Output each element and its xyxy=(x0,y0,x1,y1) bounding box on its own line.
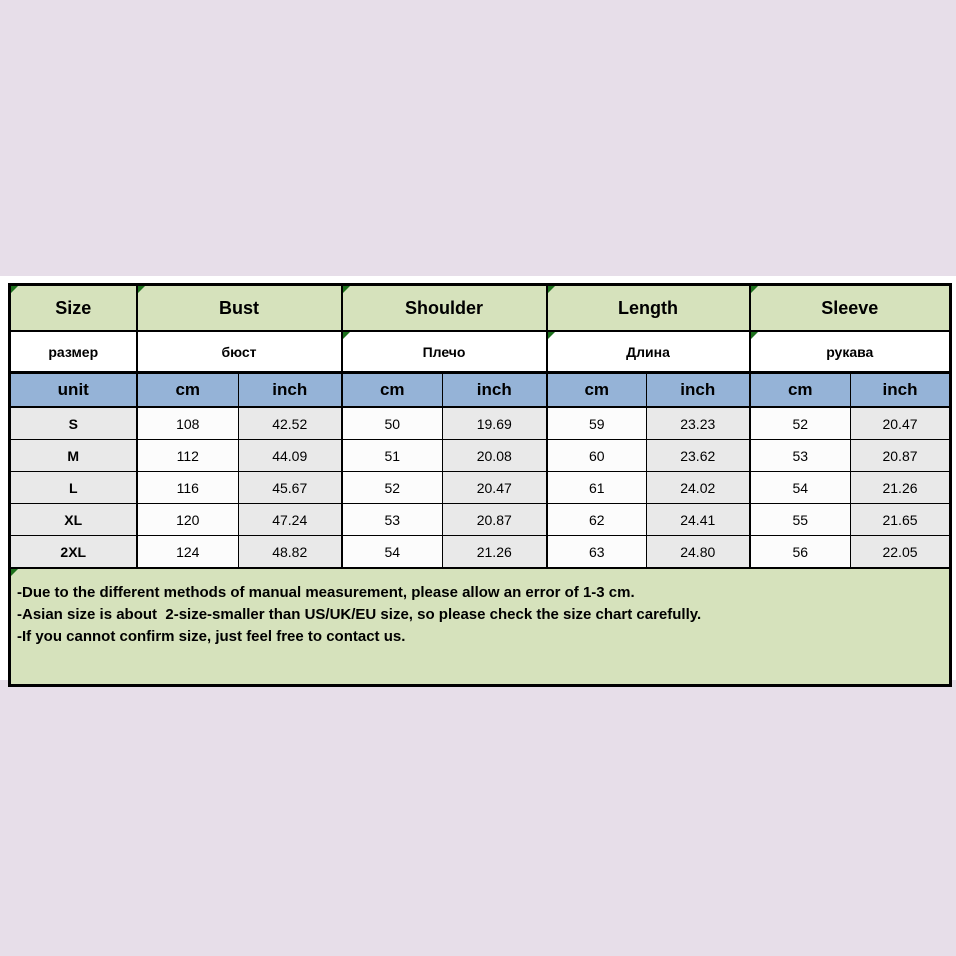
length-cm-value: 61 xyxy=(547,472,647,504)
table-row-size-s xyxy=(10,407,951,440)
length-inch-value: 23.62 xyxy=(647,440,750,472)
header-shoulder-ru-label: Плечо xyxy=(422,343,466,360)
length-cm-value: 63 xyxy=(547,536,647,569)
header-bust xyxy=(137,285,342,332)
size-label: 2XL xyxy=(10,536,137,569)
sleeve-cm-value: 56 xyxy=(750,536,851,569)
unit-shoulder-inch: inch xyxy=(443,373,547,408)
header-row-russian xyxy=(10,331,951,373)
comment-triangle-icon xyxy=(11,286,18,293)
unit-bust-cm: cm xyxy=(137,373,239,408)
header-row-english xyxy=(10,285,951,332)
header-shoulder-ru xyxy=(342,331,547,373)
sleeve-cm-value: 55 xyxy=(750,504,851,536)
table-row-size-xl xyxy=(10,504,951,536)
table-row-size-2xl xyxy=(10,536,951,569)
header-sleeve-label: Sleeve xyxy=(821,297,879,318)
comment-triangle-icon xyxy=(138,286,145,293)
bust-cm-value: 108 xyxy=(137,407,239,440)
unit-row xyxy=(10,373,951,408)
length-inch-value: 23.23 xyxy=(647,407,750,440)
header-size xyxy=(10,285,137,332)
unit-sleeve-inch: inch xyxy=(851,373,951,408)
bust-cm-value: 120 xyxy=(137,504,239,536)
comment-triangle-icon xyxy=(343,286,350,293)
length-cm-value: 59 xyxy=(547,407,647,440)
shoulder-inch-value: 20.47 xyxy=(443,472,547,504)
sleeve-inch-value: 21.65 xyxy=(851,504,951,536)
comment-triangle-icon xyxy=(751,286,758,293)
bust-inch-value: 44.09 xyxy=(239,440,342,472)
sleeve-cm-value: 54 xyxy=(750,472,851,504)
size-label: M xyxy=(10,440,137,472)
header-sleeve xyxy=(750,285,951,332)
shoulder-inch-value: 21.26 xyxy=(443,536,547,569)
unit-length-cm: cm xyxy=(547,373,647,408)
header-size-label: Size xyxy=(55,297,92,318)
header-length xyxy=(547,285,750,332)
header-length-ru xyxy=(547,331,750,373)
unit-sleeve-cm: cm xyxy=(750,373,851,408)
note-asian-size: -Asian size is about 2-size-smaller than US/UK/EU size, so please check the size chart carefully. xyxy=(17,606,702,623)
table-row-size-m xyxy=(10,440,951,472)
note-contact-us: -If you cannot confirm size, just feel free to contact us. xyxy=(17,628,406,645)
header-bust-ru: бюст xyxy=(137,331,342,373)
table-row-size-l xyxy=(10,472,951,504)
bust-cm-value: 112 xyxy=(137,440,239,472)
shoulder-cm-value: 50 xyxy=(342,407,443,440)
length-cm-value: 62 xyxy=(547,504,647,536)
size-label: XL xyxy=(10,504,137,536)
notes-cell xyxy=(10,568,951,686)
shoulder-cm-value: 52 xyxy=(342,472,443,504)
sleeve-inch-value: 20.47 xyxy=(851,407,951,440)
sleeve-cm-value: 52 xyxy=(750,407,851,440)
bust-inch-value: 47.24 xyxy=(239,504,342,536)
sleeve-cm-value: 53 xyxy=(750,440,851,472)
comment-triangle-icon xyxy=(343,332,350,339)
shoulder-cm-value: 51 xyxy=(342,440,443,472)
bust-inch-value: 48.82 xyxy=(239,536,342,569)
size-label: S xyxy=(10,407,137,440)
bust-inch-value: 42.52 xyxy=(239,407,342,440)
shoulder-inch-value: 19.69 xyxy=(443,407,547,440)
size-label: L xyxy=(10,472,137,504)
unit-length-inch: inch xyxy=(647,373,750,408)
header-sleeve-ru xyxy=(750,331,951,373)
note-measurement-error: -Due to the different methods of manual measurement, please allow an error of 1-3 cm. xyxy=(17,584,635,601)
bust-inch-value: 45.67 xyxy=(239,472,342,504)
bust-cm-value: 124 xyxy=(137,536,239,569)
header-length-ru-label: Длина xyxy=(626,343,670,360)
size-chart-card xyxy=(0,276,956,680)
header-length-label: Length xyxy=(618,297,679,318)
comment-triangle-icon xyxy=(751,332,758,339)
unit-shoulder-cm: cm xyxy=(342,373,443,408)
shoulder-inch-value: 20.08 xyxy=(443,440,547,472)
length-inch-value: 24.02 xyxy=(647,472,750,504)
unit-bust-inch: inch xyxy=(239,373,342,408)
header-shoulder xyxy=(342,285,547,332)
header-size-ru: размер xyxy=(10,331,137,373)
shoulder-inch-value: 20.87 xyxy=(443,504,547,536)
bust-cm-value: 116 xyxy=(137,472,239,504)
sleeve-inch-value: 20.87 xyxy=(851,440,951,472)
shoulder-cm-value: 53 xyxy=(342,504,443,536)
header-bust-label: Bust xyxy=(219,297,259,318)
comment-triangle-icon xyxy=(548,332,555,339)
sleeve-inch-value: 22.05 xyxy=(851,536,951,569)
header-shoulder-label: Shoulder xyxy=(405,297,484,318)
length-inch-value: 24.80 xyxy=(647,536,750,569)
notes-row xyxy=(10,568,951,686)
unit-label-cell: unit xyxy=(10,373,137,408)
sleeve-inch-value: 21.26 xyxy=(851,472,951,504)
size-chart-table xyxy=(8,283,952,687)
length-cm-value: 60 xyxy=(547,440,647,472)
comment-triangle-icon xyxy=(548,286,555,293)
length-inch-value: 24.41 xyxy=(647,504,750,536)
comment-triangle-icon xyxy=(11,569,18,576)
header-sleeve-ru-label: рукава xyxy=(826,343,874,360)
shoulder-cm-value: 54 xyxy=(342,536,443,569)
